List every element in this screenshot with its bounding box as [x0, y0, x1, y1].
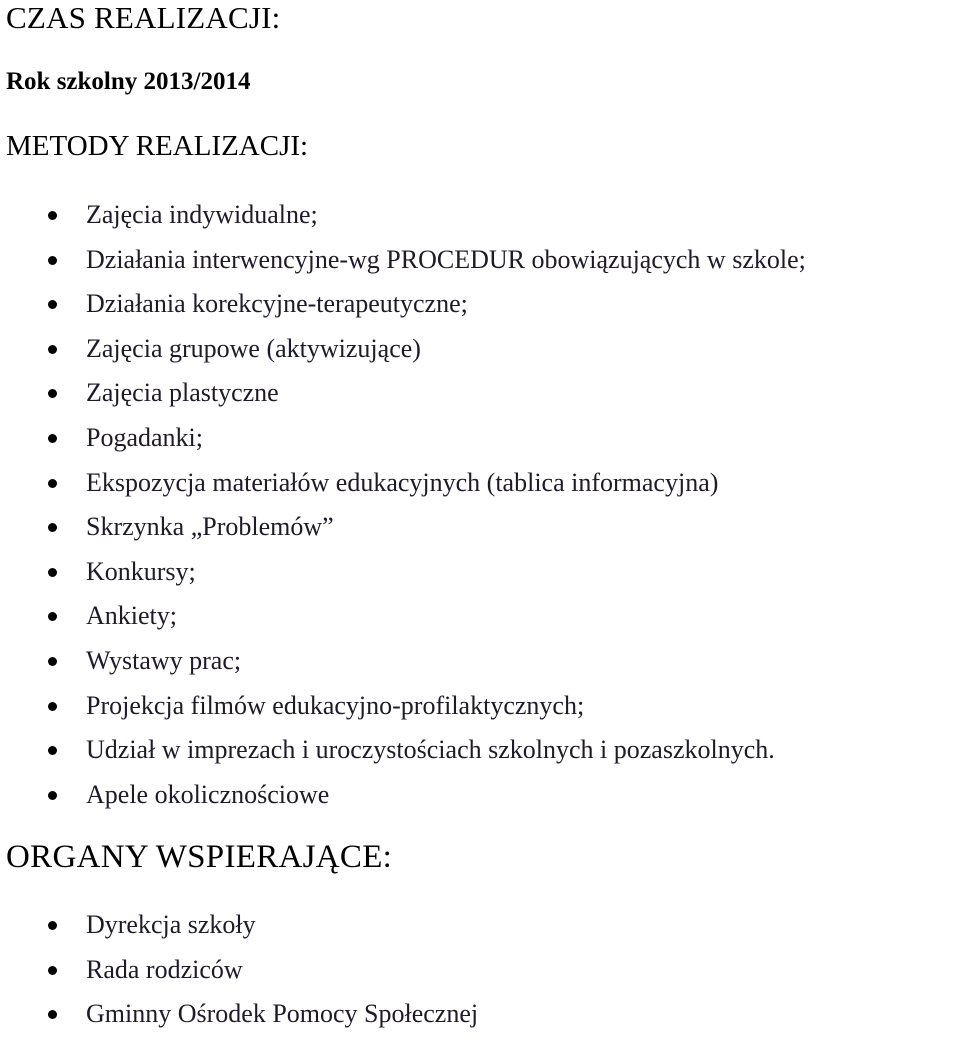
bullet-icon [48, 746, 57, 755]
list-item [0, 420, 806, 465]
list-item [0, 777, 806, 822]
list-item-text: Zajęcia grupowe (aktywizujące) [86, 333, 421, 363]
list-item [0, 465, 806, 510]
list-item-text: Wystawy prac; [86, 645, 242, 675]
bullet-icon [48, 702, 57, 711]
list-item [0, 331, 806, 376]
methods-list [0, 197, 806, 821]
list-item-text: Ankiety; [86, 601, 177, 631]
bullet-icon [48, 568, 57, 577]
list-item [0, 509, 806, 554]
list-item-text: Udział w imprezach i uroczystościach szkolnych i pozaszkolnych. [86, 735, 775, 765]
list-item [0, 688, 806, 733]
list-item [0, 286, 806, 331]
list-item-text: Konkursy; [86, 556, 196, 586]
list-item-text: Działania korekcyjne-terapeutyczne; [86, 289, 468, 319]
list-item [0, 554, 806, 599]
bullet-icon [48, 523, 57, 532]
list-item [0, 643, 806, 688]
list-item [0, 242, 806, 287]
bullet-icon [48, 966, 57, 975]
list-item [0, 996, 478, 1041]
bullet-icon [48, 657, 57, 666]
bullet-icon [48, 1010, 57, 1019]
bullet-icon [48, 300, 57, 309]
list-item-text: Skrzynka „Problemów” [86, 512, 334, 542]
list-item [0, 952, 478, 997]
bullet-icon [48, 612, 57, 621]
list-item [0, 598, 806, 643]
list-item-text: Działania interwencyjne-wg PROCEDUR obowiązujących w szkole; [86, 244, 806, 274]
list-item [0, 375, 806, 420]
bullet-icon [48, 921, 57, 930]
list-item [0, 197, 806, 242]
bullet-icon [48, 479, 57, 488]
list-item [0, 907, 478, 952]
bullet-icon [48, 434, 57, 443]
list-item-text: Zajęcia plastyczne [86, 378, 279, 408]
list-item-text: Zajęcia indywidualne; [86, 200, 318, 229]
bullet-icon [48, 791, 57, 800]
organs-list [0, 907, 478, 1041]
list-item-text: Gminny Ośrodek Pomocy Społecznej [86, 999, 479, 1029]
bullet-icon [48, 211, 57, 220]
list-item-text: Rada rodziców [86, 954, 243, 984]
bullet-icon [48, 256, 57, 265]
list-item-text: Dyrekcja szkoły [86, 910, 256, 939]
bullet-icon [48, 345, 57, 354]
list-item-text: Apele okolicznościowe [86, 779, 330, 809]
metody-realizacji-heading: METODY REALIZACJI: [6, 130, 309, 162]
list-item-text: Projekcja filmów edukacyjno-profilaktycznych; [86, 690, 585, 720]
organy-wspierajace-heading: ORGANY WSPIERAJĄCE: [6, 839, 393, 875]
list-item-text: Ekspozycja materiałów edukacyjnych (tablica informacyjna) [86, 467, 719, 497]
czas-realizacji-heading: CZAS REALIZACJI: [6, 0, 281, 35]
school-year: Rok szkolny 2013/2014 [6, 68, 251, 95]
list-item-text: Pogadanki; [86, 422, 203, 452]
bullet-icon [48, 389, 57, 398]
list-item [0, 732, 806, 777]
